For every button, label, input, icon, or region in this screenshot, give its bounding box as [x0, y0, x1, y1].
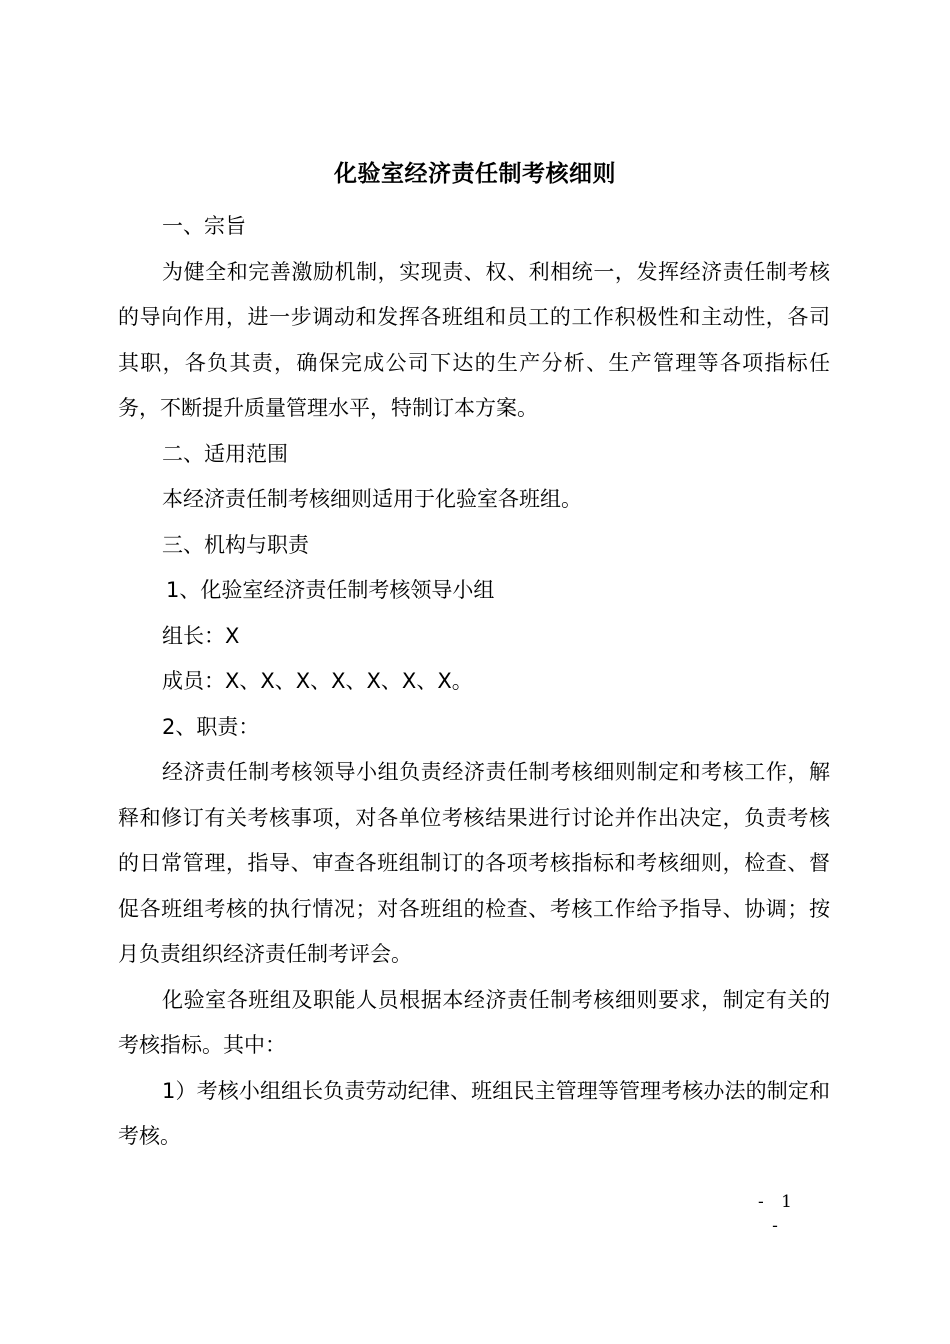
paragraph-duties: 经济责任制考核领导小组负责经济责任制考核细则制定和考核工作，解释和修订有关考核事项，对各单位考核结果进行讨论并作出决定，负责考核的日常管理，指导、审查各班组制订的各项考核指标和考核细则，检查、督促各班组考核的执行情况；对各班组的检查、考核工作给予指导、协调；按月负责组织经济责任制考评会。 — [118, 760, 830, 966]
paragraph-group-members: 成员：X、X、X、X、X、X、X。 — [162, 669, 473, 693]
document-body — [118, 204, 830, 1160]
page-number: - 1 - — [758, 1192, 798, 1236]
section-heading-organization: 三、机构与职责 — [162, 532, 309, 557]
section-heading-scope: 二、适用范围 — [162, 441, 288, 466]
document-title: 化验室经济责任制考核细则 — [334, 161, 616, 187]
paragraph-purpose: 为健全和完善激励机制，实现责、权、利相统一，发挥经济责任制考核的导向作用，进一步调动和发挥各班组和员工的工作积极性和主动性，各司其职，各负其责，确保完成公司下达的生产分析、生产管理等各项指标任务，不断提升质量管理水平，特制订本方案。 — [118, 259, 830, 420]
paragraph-team-indicators: 化验室各班组及职能人员根据本经济责任制考核细则要求，制定有关的考核指标。其中： — [118, 987, 830, 1057]
paragraph-scope: 本经济责任制考核细则适用于化验室各班组。 — [162, 487, 582, 511]
subheading-duties: 2、职责： — [162, 714, 260, 739]
paragraph-item-1: 1）考核小组组长负责劳动纪律、班组民主管理等管理考核办法的制定和考核。 — [118, 1078, 830, 1148]
subheading-leadership-group: 1、化验室经济责任制考核领导小组 — [166, 578, 495, 602]
section-heading-purpose: 一、宗旨 — [162, 214, 246, 238]
paragraph-group-leader: 组长：X — [162, 623, 240, 648]
